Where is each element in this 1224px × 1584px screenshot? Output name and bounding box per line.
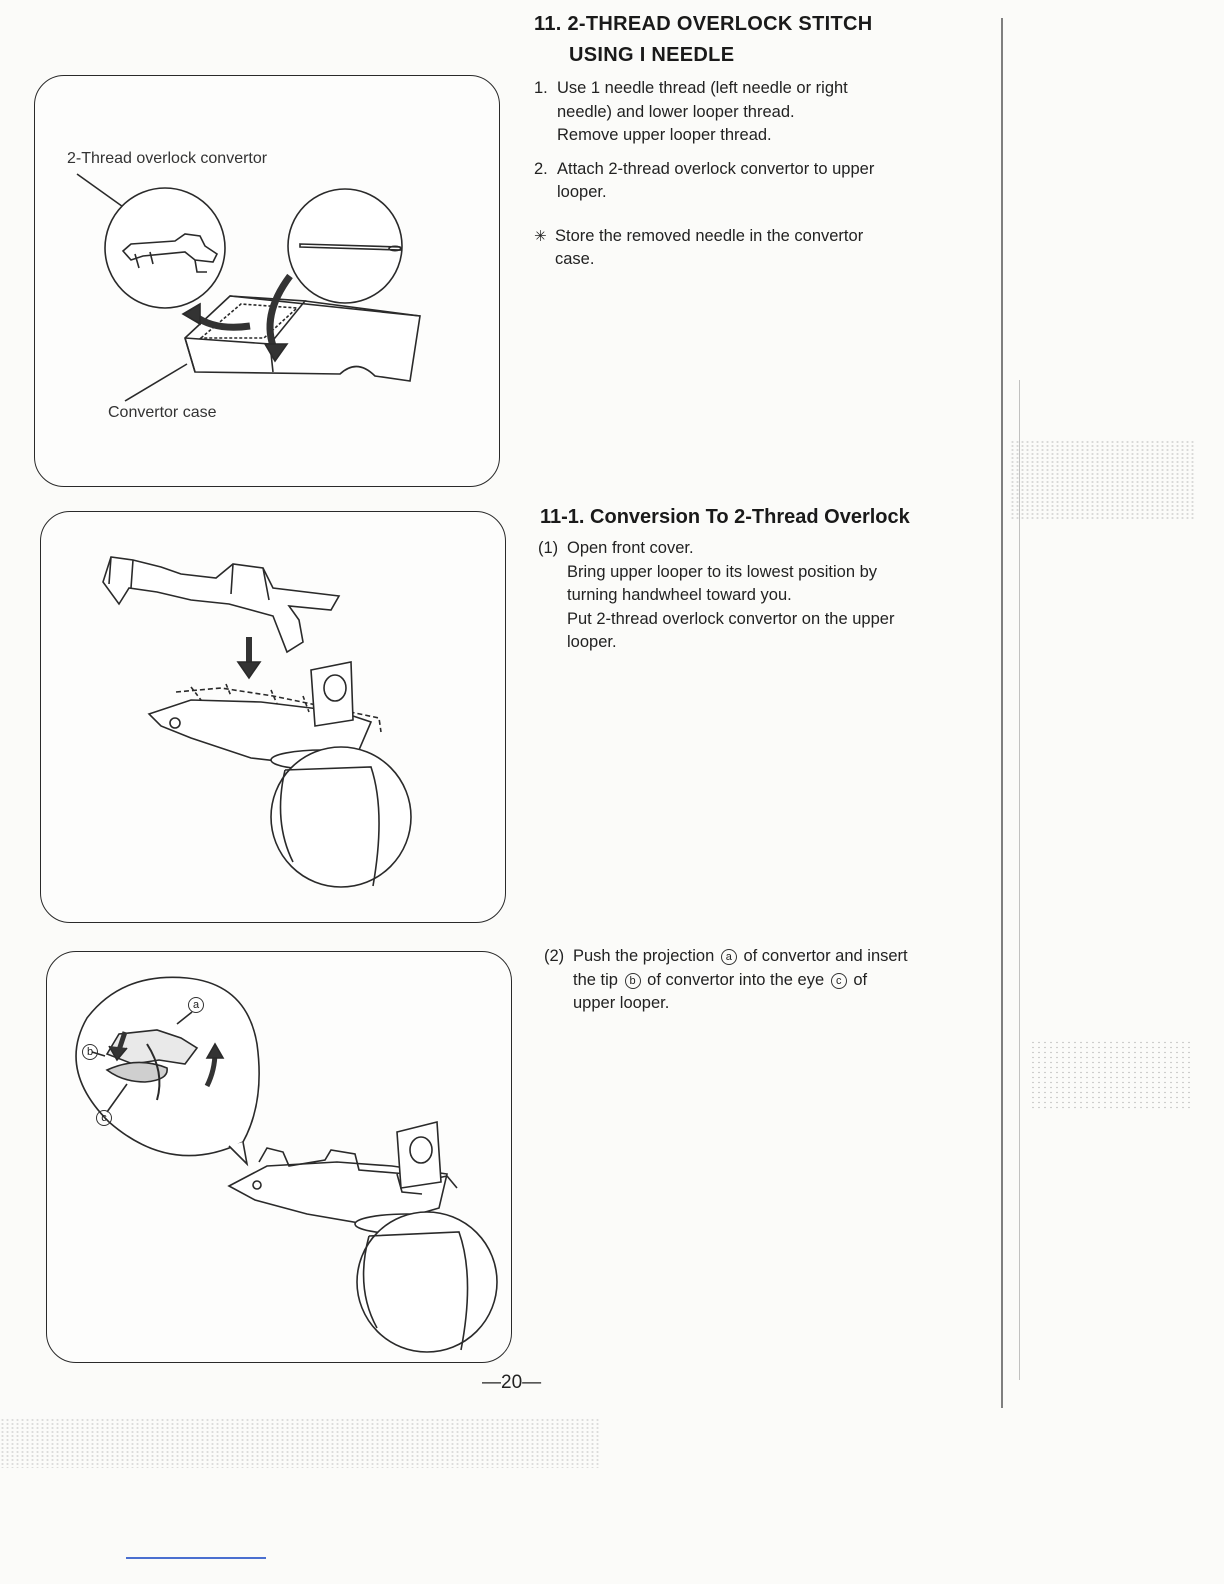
step-1-line-3: Remove upper looper thread. [557,126,772,144]
substep-2-line-2: the tip b of convertor into the eye c of [573,970,868,989]
mark-b: b [625,973,641,989]
substep-1-line-2: Bring upper looper to its lowest position by [567,562,878,581]
marker-a: a [188,997,204,1013]
note-mark-icon: ✳ [534,227,547,245]
section-number: 11. [534,13,562,35]
insert-tip-illustration [47,952,511,1362]
scan-noise-bottom [0,1418,600,1468]
step-2-line-1: Attach 2-thread overlock convertor to upper [557,159,875,178]
substep-2-line-3: upper looper. [573,994,670,1012]
step-2 [534,158,974,205]
substep-1 [538,537,968,655]
scan-noise-right [1010,440,1195,520]
step-2-number: 2. [534,159,548,178]
substep-2 [544,945,974,1016]
figure-insert-tip [46,951,512,1363]
subsection-title: Conversion To 2-Thread Overlock [590,506,910,528]
substep-2-line-1: Push the projection a of convertor and insert [573,947,908,965]
substep-2-number: (2) [544,947,565,965]
page-number: —20— [482,1372,542,1393]
marker-b: b [82,1044,98,1060]
label-convertor: 2-Thread overlock convertor [67,150,268,167]
step-1-line-2: needle) and lower looper thread. [557,102,795,121]
label-convertor-case: Convertor case [108,404,217,421]
step-1-number: 1. [534,79,548,97]
convertor-case-illustration [35,76,499,486]
mark-a: a [721,949,737,965]
step-1-line-1: Use 1 needle thread (left needle or right [557,79,848,97]
substep-1-line-4: Put 2-thread overlock convertor on the upper [567,609,895,628]
section-title-line1 [534,9,954,40]
substep-1-line-3: turning handwheel toward you. [567,586,792,604]
attach-convertor-illustration [41,512,505,922]
figure-convertor-case [34,75,500,487]
marker-c: c [96,1110,112,1126]
note-line-1: Store the removed needle in the convertor [555,226,864,245]
binding-line [1001,18,1003,1408]
binding-line-2 [1019,380,1020,1380]
section-title-line2: USING I NEEDLE [569,44,735,66]
step-2-line-2: looper. [557,183,607,201]
section-steps [534,77,974,272]
substep-1-line-5: looper. [567,633,617,651]
scan-blue-mark [126,1557,266,1559]
figure-attach-convertor [40,511,506,923]
scan-noise-right-2 [1030,1040,1190,1110]
mark-c: c [831,973,847,989]
step-1 [534,77,974,148]
section-heading [534,9,954,71]
note-line-2: case. [555,250,595,268]
subsection-heading [540,506,910,529]
section-title-1: 2-THREAD OVERLOCK STITCH [567,13,873,35]
substep-1-number: (1) [538,539,559,557]
subsection-number: 11-1. [540,506,585,528]
note [534,225,974,272]
substep-1-line-1: Open front cover. [567,539,694,557]
